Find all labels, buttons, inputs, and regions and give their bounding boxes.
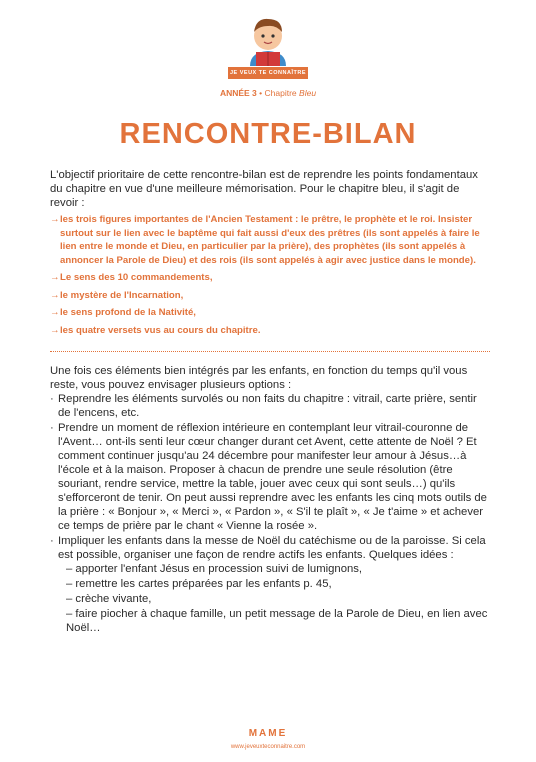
bullet-icon: ·	[50, 535, 54, 547]
collection-badge: JE VEUX TE CONNAÎTRE	[228, 67, 308, 79]
key-point-item: → le sens profond de la Nativité,	[50, 307, 196, 318]
chapter-label: Chapitre	[264, 88, 297, 98]
key-point-item: → le mystère de l'Incarnation,	[50, 289, 184, 301]
idea-item: – remettre les cartes préparées par les enfants p. 45,	[66, 578, 332, 590]
idea-item: – apporter l'enfant Jésus en procession suivi de lumignons,	[66, 563, 363, 575]
key-point-item: → les trois figures importantes de l'Ancien Testament : le prêtre, le prophète et le roi. Insister surtout sur le lien avec le baptême qui fait aussi d'eux des prêtres (ils sont appelés à faire le lien entre le monde et Dieu, en particulier par la prière), des prophètes (ils sont appelés à annoncer la Parole de Dieu) et des rois (ils sont appelés à agir avec justice dans le monde).	[50, 214, 480, 266]
key-points-list	[50, 213, 490, 337]
idea-item: – crèche vivante,	[66, 593, 152, 605]
subtitle-separator: •	[259, 88, 263, 98]
intro-paragraph: L'objectif prioritaire de cette rencontre-bilan est de reprendre les points fondamentaux du chapitre en vue d'une meilleure mémorisation. Pour le chapitre bleu, il s'agit de revoir :	[50, 169, 478, 209]
options-list	[50, 392, 490, 635]
dotted-divider	[50, 351, 490, 352]
year-label: ANNÉE 3	[219, 88, 257, 98]
bullet-icon: ·	[50, 422, 54, 434]
option-item: · Impliquer les enfants dans la messe de Noël du catéchisme ou de la paroisse. Si cela est possible, organiser une façon de rendre actifs les enfants. Quelques idées : – apporter l'enfant Jésus en procession suivi de lumignons, – remettre les cartes préparées par les enfants p. 45, – crèche vivante, – faire piocher à chaque famille, un petit message de la Parole de Dieu, en lien avec Noël…	[50, 534, 490, 635]
ideas-list	[58, 562, 490, 635]
arrow-icon: →	[50, 324, 60, 336]
arrow-icon: →	[50, 289, 60, 301]
options-intro: Une fois ces éléments bien intégrés par les enfants, en fonction du temps qu'il vous reste, vous pouvez envisager plusieurs options :	[50, 365, 468, 391]
page-title: RENCONTRE-BILAN	[119, 118, 417, 150]
chapter-subtitle	[0, 88, 536, 98]
key-point-item: → Le sens des 10 commandements,	[50, 272, 213, 283]
option-item: · Prendre un moment de réflexion intérieure en contemplant leur vitrail-couronne de l'Avent… ont-ils senti leur cœur changer durant cet Avent, cette attente de Noël ? Et comment continuer jusqu'au 24 décembre pour manifester leur amour à Jésus…à l'école et à la maison. Proposer à chacun de prendre une seule résolution (être souriant, rendre service, mettre la table, jouer avec ceux qui sont seuls…) qu'ils s'efforceront de tenir. On peut aussi reprendre avec les enfants les cinq mots outils de la prière : « Bonjour », « Merci », « Pardon », « S'il te plaît », « Je t'aime » et achever ce temps de prière par le chant « Vienne la rosée ».	[50, 422, 487, 532]
publisher-logo: MAME	[248, 728, 288, 739]
idea-item: – faire piocher à chaque famille, un petit message de la Parole de Dieu, en lien avec Noël…	[66, 608, 488, 634]
arrow-icon: →	[50, 272, 60, 283]
chapter-name: Bleu	[299, 88, 317, 98]
bullet-icon: ·	[50, 393, 54, 405]
option-item: · Reprendre les éléments survolés ou non faits du chapitre : vitrail, carte prière, sentir de l'encens, etc.	[50, 393, 477, 419]
arrow-icon: →	[50, 307, 60, 318]
key-point-item: → les quatre versets vus au cours du chapitre.	[50, 324, 261, 336]
main-content	[50, 168, 490, 636]
arrow-icon: →	[50, 214, 60, 225]
website-link[interactable]: www.jeveuxteconnaitre.com	[230, 744, 306, 750]
